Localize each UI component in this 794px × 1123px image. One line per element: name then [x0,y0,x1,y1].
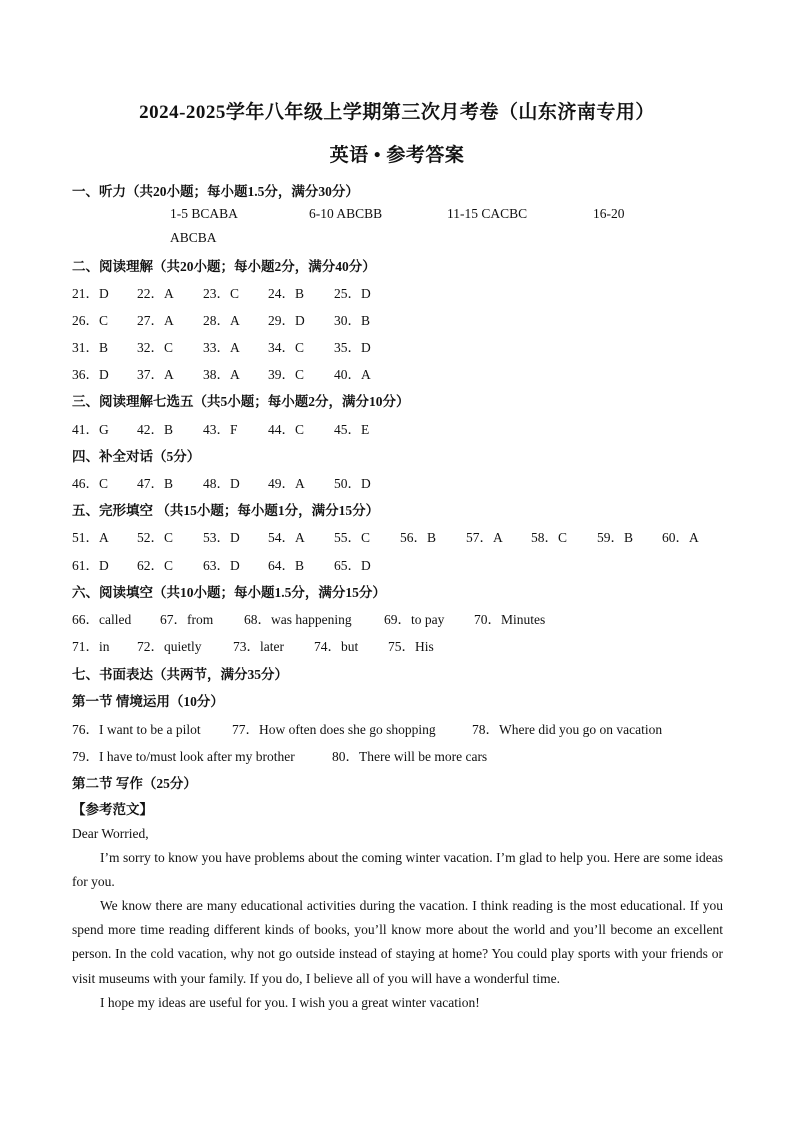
cloze-answer: 57．A [466,530,503,545]
listening-answer: 11-15 CACBC [447,206,528,221]
filling-answer: 70．Minutes [474,612,546,627]
cloze-answer: 62．C [137,558,174,573]
filling-answer: 67．from [160,612,214,627]
cloze-answer: 61．D [72,558,109,573]
reading-answer: 33．A [203,340,240,355]
reading-answer: 28．A [203,313,240,328]
reading-answer: 39．C [268,367,305,382]
filling-answer: 68．was happening [244,612,352,627]
reading-answer: 38．A [203,367,240,382]
cloze-answer: 59．B [597,530,634,545]
reading-answer: 35．D [334,340,371,355]
essay-greeting: Dear Worried, [72,826,149,841]
essay-paragraph: I hope my ideas are useful for you. I wish you a great winter vacation! [100,995,480,1010]
reading-answer: 34．C [268,340,305,355]
reading-answer: 30．B [334,313,371,328]
listening-answer: 1-5 BCABA [170,206,238,221]
section-reading-heading: 二、阅读理解（共20小题；每小题2分，满分40分） [72,259,376,274]
filling-answer: 75．His [388,639,434,654]
section-writing-heading: 七、书面表达（共两节，满分35分） [72,667,288,682]
situation-answer: 79．I have to/must look after my brother [72,749,295,764]
section-filling-heading: 六、阅读填空（共10小题；每小题1.5分，满分15分） [72,585,386,600]
section-listening-heading: 一、听力（共20小题；每小题1.5分，满分30分） [72,184,359,199]
section-composition-heading: 第二节 写作（25分） [72,776,197,791]
listening-answer: 6-10 ABCBB [309,206,383,221]
filling-answer: 69．to pay [384,612,445,627]
section-cloze-heading: 五、完形填空 （共15小题；每小题1分，满分15分） [72,503,380,518]
cloze-answer: 54．A [268,530,305,545]
reading-answer: 22．A [137,286,174,301]
reading-answer: 37．A [137,367,174,382]
cloze-answer: 55．C [334,530,371,545]
cloze-answer: 63．D [203,558,240,573]
cloze-answer: 51．A [72,530,109,545]
filling-answer: 74．but [314,639,359,654]
reading-answer: 27．A [137,313,174,328]
reading-answer: 31．B [72,340,109,355]
filling-answer: 72．quietly [137,639,202,654]
reading-answer: 26．C [72,313,109,328]
section-seven-five-heading: 三、阅读理解七选五（共5小题；每小题2分，满分10分） [72,394,410,409]
situation-answer: 80．There will be more cars [332,749,488,764]
filling-answer: 73．later [233,639,284,654]
filling-answer: 66．called [72,612,132,627]
page-subtitle: 英语 • 参考答案 [329,145,465,166]
reading-answer: 24．B [268,286,305,301]
reading-answer: 25．D [334,286,371,301]
reading-answer: 36．D [72,367,109,382]
cloze-answer: 58．C [531,530,568,545]
cloze-answer: 64．B [268,558,305,573]
section-situation-heading: 第一节 情境运用（10分） [72,694,224,709]
reading-answer: 40．A [334,367,371,382]
reading-answer: 32．C [137,340,174,355]
reading-answer: 21．D [72,286,109,301]
filling-answer: 71．in [72,639,110,654]
cloze-answer: 60．A [662,530,699,545]
seven-five-answer: 42．B [137,422,174,437]
situation-answer: 78．Where did you go on vacation [472,722,663,737]
reading-answer: 23．C [203,286,240,301]
cloze-answer: 53．D [203,530,240,545]
essay-paragraph: I’m sorry to know you have problems about the coming winter vacation. I’m glad to help you. Here are some ideas for you. [72,850,723,890]
seven-five-answer: 45．E [334,422,370,437]
dialogue-answer: 48．D [203,476,240,491]
situation-answer: 76．I want to be a pilot [72,722,201,737]
situation-answer: 77．How often does she go shopping [232,722,436,737]
reference-essay-label: 【参考范文】 [72,802,153,817]
cloze-answer: 65．D [334,558,371,573]
dialogue-answer: 46．C [72,476,109,491]
cloze-answer: 52．C [137,530,174,545]
dialogue-answer: 49．A [268,476,305,491]
listening-answer: 16-20 [593,206,625,221]
reading-answer: 29．D [268,313,305,328]
cloze-answer: 56．B [400,530,437,545]
seven-five-answer: 41．G [72,422,109,437]
dialogue-answer: 47．B [137,476,174,491]
dialogue-answer: 50．D [334,476,371,491]
essay-paragraph: We know there are many educational activities during the vacation. I think reading is the most educational. If you spend more time reading different kinds of books, you’ll know more about the world and you’ll become an excellent person. In the cold vacation, why not go outside instead of staying at home? You could play sports with your friends or visit museums with your family. If you do, I believe all of you will have a wonderful time. [72,898,723,986]
seven-five-answer: 43．F [203,422,238,437]
page-title: 2024-2025学年八年级上学期第三次月考卷（山东济南专用） [139,102,655,123]
section-dialogue-heading: 四、补全对话（5分） [72,449,201,464]
seven-five-answer: 44．C [268,422,305,437]
listening-answer: ABCBA [170,230,217,245]
